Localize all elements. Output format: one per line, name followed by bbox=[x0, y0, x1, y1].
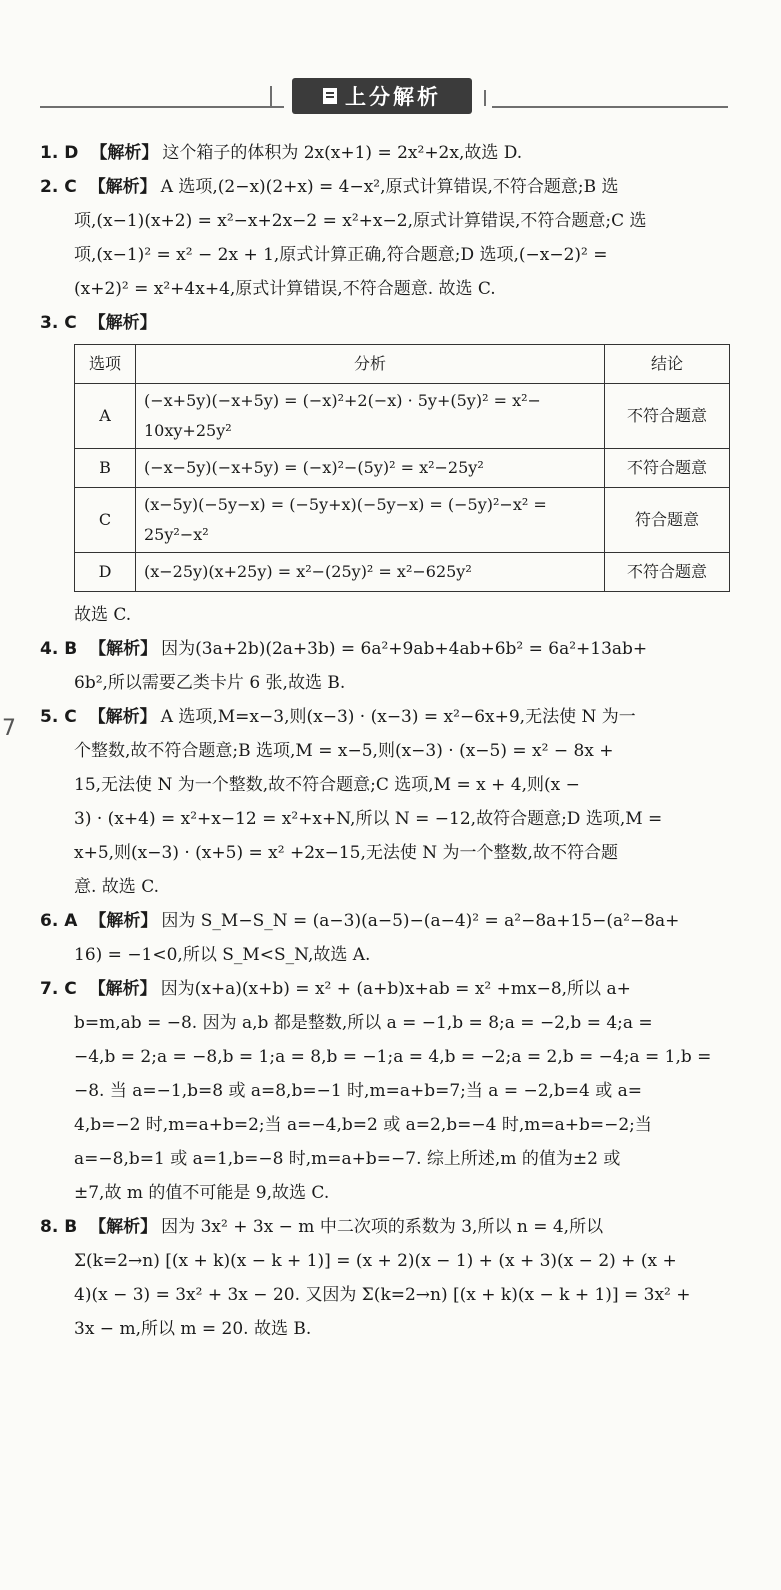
answer-text-line: −8. 当 a=−1,b=8 或 a=8,b=−1 时,m=a+b=7;当 a = −2,b=4 或 a= bbox=[74, 1081, 643, 1101]
answer-number: 6. A bbox=[40, 911, 78, 931]
analysis-line: 10xy+25y² bbox=[144, 421, 232, 440]
answer-text-line: 4,b=−2 时,m=a+b=2;当 a=−4,b=2 或 a=2,b=−4 时,m=a+b=−2;当 bbox=[74, 1115, 652, 1135]
answer-list-part1 bbox=[40, 136, 740, 340]
section-banner bbox=[292, 78, 472, 114]
table-row bbox=[75, 553, 730, 592]
answer-item bbox=[40, 170, 740, 306]
answer-text: 因为 3x² + 3x − m 中二次项的系数为 3,所以 n = 4,所以 bbox=[161, 1217, 604, 1237]
analysis-table bbox=[74, 344, 730, 592]
answer-text-line: 16) = −1<0,所以 S_M<S_N,故选 A. bbox=[74, 945, 371, 965]
analysis-tag: 【解析】 bbox=[89, 639, 158, 659]
answer-text-line: (x+2)² = x²+4x+4,原式计算错误,不符合题意. 故选 C. bbox=[74, 279, 496, 299]
answer-text: 因为(3a+2b)(2a+3b) = 6a²+9ab+4ab+6b² = 6a²+13ab+ bbox=[161, 639, 648, 659]
cell-analysis bbox=[136, 449, 605, 488]
table-row bbox=[75, 449, 730, 488]
header-rule-hook-left bbox=[270, 86, 284, 108]
answer-number: 1. D bbox=[40, 143, 79, 163]
answer-text-line: 4)(x − 3) = 3x² + 3x − 20. 又因为 Σ(k=2→n) [(x + k)(x − k + 1)] = 3x² + bbox=[74, 1285, 691, 1305]
answer-text: A 选项,(2−x)(2+x) = 4−x²,原式计算错误,不符合题意;B 选 bbox=[160, 177, 619, 197]
analysis-tag: 【解析】 bbox=[89, 1217, 158, 1237]
header-rule-hook-right bbox=[484, 90, 496, 106]
answer-text: 因为 S_M−S_N = (a−3)(a−5)−(a−4)² = a²−8a+15−(a²−8a+ bbox=[161, 911, 680, 931]
table-row bbox=[75, 488, 730, 553]
answer-item bbox=[40, 136, 740, 170]
answer-text-line: −4,b = 2;a = −8,b = 1;a = 8,b = −1;a = 4,b = −2;a = 2,b = −4;a = 1,b = bbox=[74, 1047, 712, 1067]
answer-text: 这个箱子的体积为 2x(x+1) = 2x²+2x,故选 D. bbox=[162, 143, 523, 163]
answer-text-line: 15,无法使 N 为一个整数,故不符合题意;C 选项,M = x + 4,则(x − bbox=[74, 775, 580, 795]
document-icon bbox=[323, 88, 337, 104]
answer-content bbox=[40, 136, 740, 1346]
answer-text-line: 项,(x−1)² = x² − 2x + 1,原式计算正确,符合题意;D 选项,(−x−2)² = bbox=[74, 245, 608, 265]
answer-line bbox=[40, 632, 740, 666]
col-header-analysis: 分析 bbox=[136, 345, 605, 384]
analysis-tag: 【解析】 bbox=[90, 143, 159, 163]
cell-option: A bbox=[75, 384, 136, 449]
answer-item bbox=[40, 306, 740, 340]
answer-number: 7. C bbox=[40, 979, 77, 999]
analysis-tag: 【解析】 bbox=[88, 313, 157, 333]
cell-option: D bbox=[75, 553, 136, 592]
answer-number: 5. C bbox=[40, 707, 77, 727]
margin-mark: 7 bbox=[2, 716, 16, 741]
header-rule-right bbox=[492, 106, 728, 108]
answer-text-line: 3x − m,所以 m = 20. 故选 B. bbox=[74, 1319, 312, 1339]
answer-text-line: a=−8,b=1 或 a=1,b=−8 时,m=a+b=−7. 综上所述,m 的值为±2 或 bbox=[74, 1149, 621, 1169]
answer-line bbox=[40, 136, 740, 170]
answer-item bbox=[40, 1210, 740, 1346]
answer-text: A 选项,M=x−3,则(x−3) · (x−3) = x²−6x+9,无法使 N 为一 bbox=[160, 707, 636, 727]
answer-text-line: 3) · (x+4) = x²+x−12 = x²+x+N,所以 N = −12,故符合题意;D 选项,M = bbox=[74, 809, 663, 829]
analysis-line: 25y²−x² bbox=[144, 525, 209, 544]
answer-text-line: 个整数,故不符合题意;B 选项,M = x−5,则(x−3) · (x−5) = x² − 8x + bbox=[74, 741, 614, 761]
analysis-line: (−x+5y)(−x+5y) = (−x)²+2(−x) · 5y+(5y)² = x²− bbox=[144, 391, 541, 410]
answer-line bbox=[40, 700, 740, 734]
cell-result: 符合题意 bbox=[605, 488, 730, 553]
cell-option: C bbox=[75, 488, 136, 553]
answer-text-line: 6b²,所以需要乙类卡片 6 张,故选 B. bbox=[74, 673, 346, 693]
table-row bbox=[75, 384, 730, 449]
answer-number: 4. B bbox=[40, 639, 78, 659]
answer-text-line: 意. 故选 C. bbox=[74, 877, 160, 897]
answer-line bbox=[40, 904, 740, 938]
analysis-tag: 【解析】 bbox=[89, 911, 158, 931]
answer-number: 8. B bbox=[40, 1217, 78, 1237]
answer-number: 2. C bbox=[40, 177, 77, 197]
answer-item bbox=[40, 972, 740, 1210]
answer-number: 3. C bbox=[40, 313, 77, 333]
analysis-line: (x−25y)(x+25y) = x²−(25y)² = x²−625y² bbox=[144, 562, 472, 581]
answer-text-line: b=m,ab = −8. 因为 a,b 都是整数,所以 a = −1,b = 8;a = −2,b = 4;a = bbox=[74, 1013, 653, 1033]
answer-line bbox=[40, 170, 740, 204]
cell-option: B bbox=[75, 449, 136, 488]
header-rule-left bbox=[40, 106, 280, 108]
cell-analysis bbox=[136, 384, 605, 449]
cell-analysis bbox=[136, 553, 605, 592]
col-header-result: 结论 bbox=[605, 345, 730, 384]
col-header-option: 选项 bbox=[75, 345, 136, 384]
answer-text-line: Σ(k=2→n) [(x + k)(x − k + 1)] = (x + 2)(x − 1) + (x + 3)(x − 2) + (x + bbox=[74, 1251, 677, 1271]
section-title: 上分解析 bbox=[345, 85, 441, 109]
answer-line bbox=[40, 972, 740, 1006]
answer-text: 因为(x+a)(x+b) = x² + (a+b)x+ab = x² +mx−8,所以 a+ bbox=[160, 979, 631, 999]
answer-item bbox=[40, 904, 740, 972]
cell-result: 不符合题意 bbox=[605, 553, 730, 592]
answer-line bbox=[40, 306, 740, 340]
answer-item bbox=[40, 700, 740, 904]
cell-result: 不符合题意 bbox=[605, 449, 730, 488]
answer-item bbox=[40, 632, 740, 700]
table-header-row bbox=[75, 345, 730, 384]
table-conclusion: 故选 C. bbox=[74, 605, 132, 625]
analysis-line: (−x−5y)(−x+5y) = (−x)²−(5y)² = x²−25y² bbox=[144, 458, 484, 477]
analysis-tag: 【解析】 bbox=[88, 177, 157, 197]
answer-line bbox=[40, 1210, 740, 1244]
answer-text-line: ±7,故 m 的值不可能是 9,故选 C. bbox=[74, 1183, 330, 1203]
analysis-tag: 【解析】 bbox=[88, 979, 157, 999]
answer-text-line: x+5,则(x−3) · (x+5) = x² +2x−15,无法使 N 为一个整数,故不符合题 bbox=[74, 843, 618, 863]
cell-result: 不符合题意 bbox=[605, 384, 730, 449]
answer-text-line: 项,(x−1)(x+2) = x²−x+2x−2 = x²+x−2,原式计算错误,不符合题意;C 选 bbox=[74, 211, 647, 231]
analysis-tag: 【解析】 bbox=[88, 707, 157, 727]
analysis-line: (x−5y)(−5y−x) = (−5y+x)(−5y−x) = (−5y)²−x² = bbox=[144, 495, 547, 514]
answer-list-part2 bbox=[40, 632, 740, 1346]
cell-analysis bbox=[136, 488, 605, 553]
